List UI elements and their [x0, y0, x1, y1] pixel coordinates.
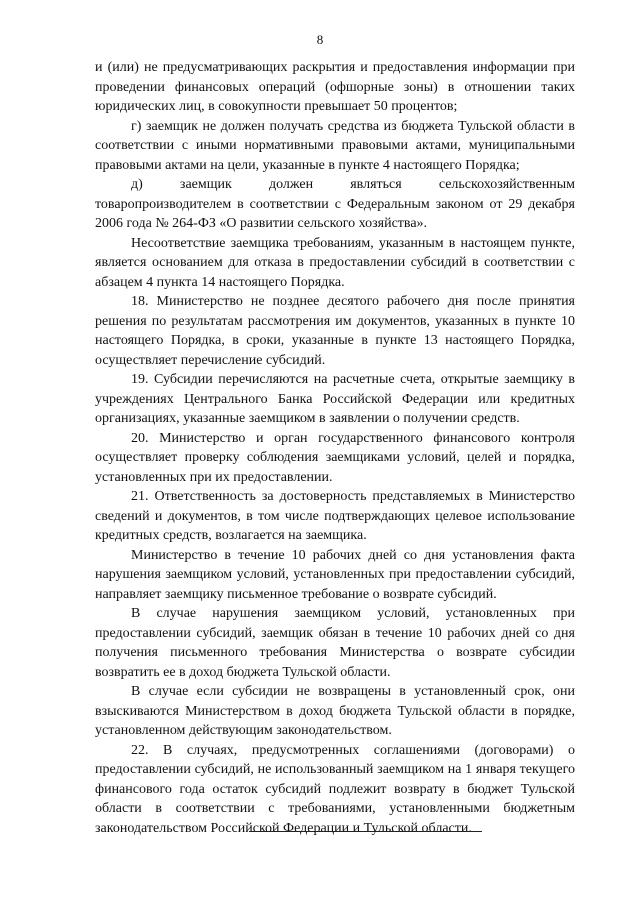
paragraph-item-d: д) заемщик должен являться сельскохозяйственным товаропроизводителем в соответствии с Федеральным законом от 29 декабря 2006 года № 264-ФЗ «О развитии сельского хозяйства». — [95, 177, 575, 231]
paragraph-20: 20. Министерство и орган государственного финансового контроля осуществляет проверку соблюдения заемщиками условий, целей и порядка, установленных при их предоставлении. — [95, 430, 575, 485]
paragraph-item-g: г) заемщик не должен получать средства из бюджета Тульской области в соответствии с иными нормативными правовыми актами, муниципальными правовыми актами на цели, указанные в пункте 4 настоящего Порядка; — [95, 118, 575, 173]
paragraph-refund-obligation: В случае нарушения заемщиком условий, установленных при предоставлении субсидий, заемщик обязан в течение 10 рабочих дней со дня получения письменного требования Министерства о возврате субсидии возвратить ее в доход бюджета Тульской области. — [95, 606, 575, 680]
end-divider-line — [249, 831, 482, 832]
paragraph-21: 21. Ответственность за достоверность представляемых в Министерство сведений и документов, в том числе подтверждающих целевое использование кредитных средств, возлагается на заемщика. — [95, 489, 575, 543]
paragraph-violation-notice: Министерство в течение 10 рабочих дней со дня установления факта нарушения заемщиком условий, установленных при предоставлении субсидий, направляет заемщику письменное требование о возврате субсидий. — [95, 547, 575, 602]
paragraph-recovery: В случае если субсидии не возвращены в установленный срок, они взыскиваются Министерством в доход бюджета Тульской области в порядке, установленном действующим законодательством. — [95, 684, 575, 738]
paragraph-offshore-continuation: и (или) не предусматривающих раскрытия и предоставления информации при проведении финансовых операций (офшорные зоны) в отношении таких юридических лиц, в совокупности превышает 50 процентов; — [95, 60, 575, 114]
paragraph-18: 18. Министерство не позднее десятого рабочего дня после принятия решения по результатам рассмотрения им документов, указанных в пункте 10 настоящего Порядка, в сроки, указанные в пункте 13 настоящего Порядка, осуществляет перечисление субсидий. — [95, 294, 575, 368]
document-body — [95, 58, 575, 838]
page-number: 8 — [316, 32, 324, 47]
paragraph-noncompliance: Несоответствие заемщика требованиям, указанным в настоящем пункте, является основанием для отказа в предоставлении субсидий в соответствии с абзацем 4 пункта 14 настоящего Порядка. — [95, 235, 575, 290]
paragraph-22: 22. В случаях, предусмотренных соглашениями (договорами) о предоставлении субсидий, не использованный заемщиком на 1 января текущего финансового года остаток субсидий подлежит возврату в бюджет Тульской области в соответствии с требованиями, установленными бюджетным законодательством Российской Федерации и Тульской области. — [95, 742, 575, 836]
paragraph-19: 19. Субсидии перечисляются на расчетные счета, открытые заемщику в учреждениях Центрального Банка Российской Федерации или кредитных организациях, указанные заемщиком в заявлении о получении средств. — [95, 372, 575, 426]
